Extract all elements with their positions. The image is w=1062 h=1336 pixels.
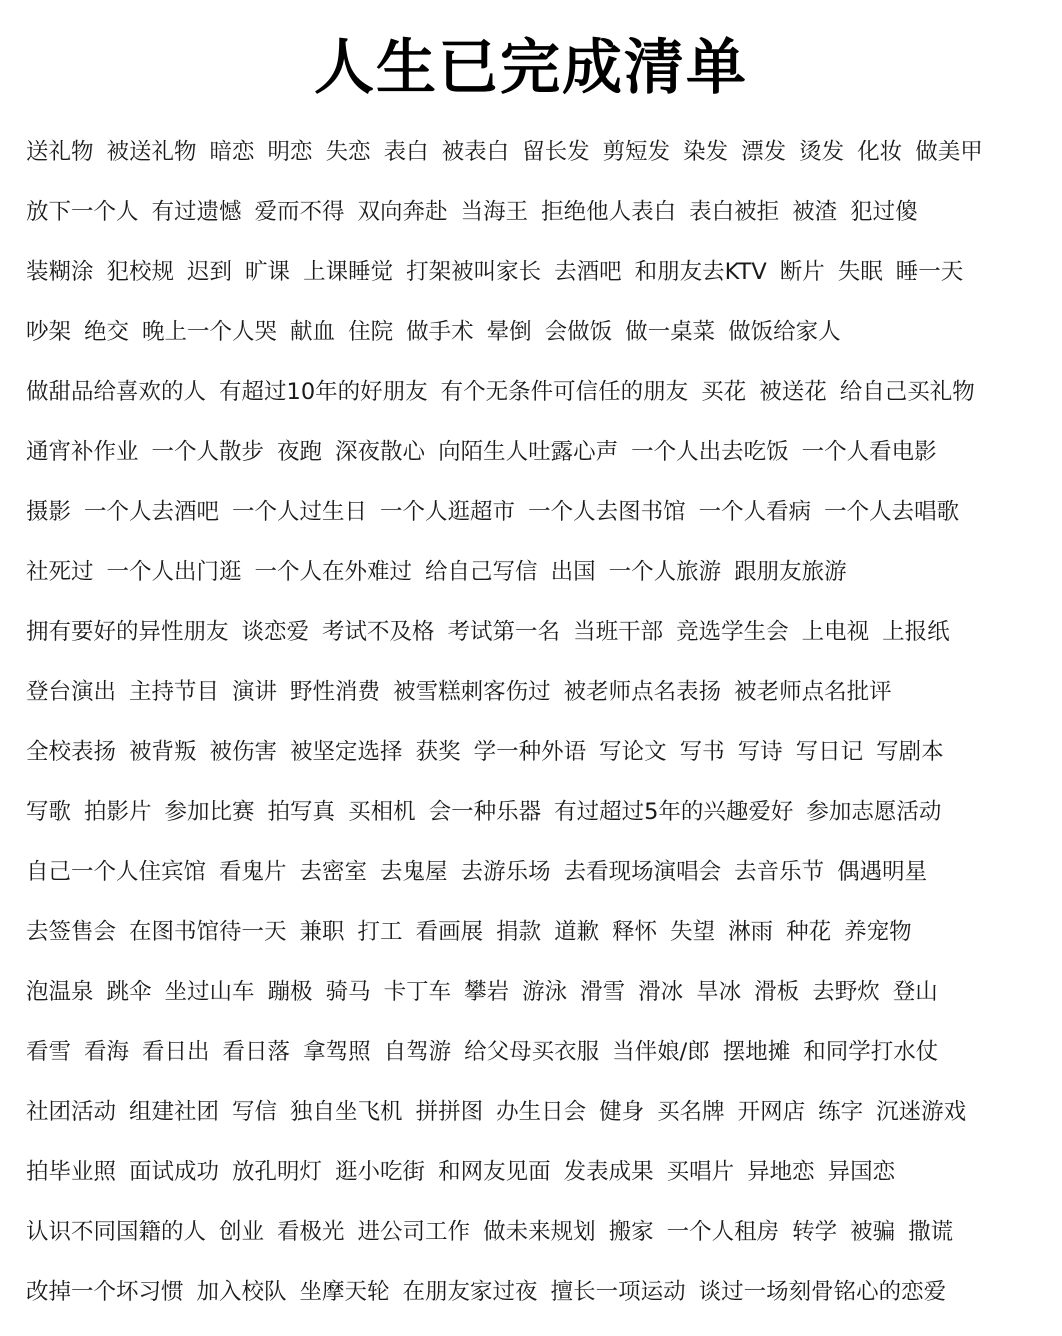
checklist-item: 看日落 (222, 1039, 291, 1065)
checklist-row (26, 856, 1056, 916)
checklist-item: 烫发 (799, 139, 845, 165)
checklist-item: 搬家 (608, 1219, 654, 1245)
checklist-item: 去看现场演唱会 (563, 859, 722, 885)
checklist-item: 做饭给家人 (728, 319, 841, 345)
checklist-item: 上课睡觉 (303, 259, 394, 285)
checklist-item: 异国恋 (827, 1159, 896, 1185)
checklist-item: 养宠物 (844, 919, 912, 945)
checklist-item: 会一种乐器 (428, 799, 542, 825)
checklist-item: 练字 (818, 1099, 864, 1125)
checklist-item: 沉迷游戏 (876, 1099, 967, 1125)
checklist-item: 转学 (792, 1219, 838, 1245)
checklist-item: 做一桌菜 (625, 319, 716, 345)
checklist-item: 健身 (599, 1099, 645, 1125)
checklist-item: 释怀 (612, 919, 658, 945)
checklist-item: 去签售会 (26, 919, 117, 945)
checklist-item: 在朋友家过夜 (402, 1279, 538, 1305)
checklist-item: 通宵补作业 (26, 439, 139, 465)
checklist-item: 道歉 (554, 919, 600, 945)
checklist-item: 写诗 (737, 739, 783, 765)
checklist-row (26, 916, 1056, 976)
checklist-item: 有个无条件可信任的朋友 (440, 379, 689, 405)
checklist-item: 买名牌 (657, 1099, 725, 1125)
checklist-item: 染发 (683, 139, 729, 165)
checklist-item: 夜跑 (277, 439, 323, 465)
checklist-row (26, 496, 1056, 556)
checklist-item: 一个人旅游 (608, 559, 722, 585)
checklist-item: 失望 (670, 919, 716, 945)
checklist-item: 买唱片 (666, 1159, 735, 1185)
checklist-item: 演讲 (232, 679, 278, 705)
checklist-item: 写论文 (599, 739, 667, 765)
checklist-item: 写信 (232, 1099, 278, 1125)
checklist-row (26, 316, 1056, 376)
checklist-item: 买花 (701, 379, 747, 405)
checklist-item: 社团活动 (26, 1099, 117, 1125)
checklist-item: 一个人出门逛 (106, 559, 242, 585)
checklist-item: 泡温泉 (26, 979, 94, 1005)
checklist-row (26, 616, 1056, 676)
checklist-row (26, 1096, 1056, 1156)
checklist-item: 打架被叫家长 (406, 259, 542, 285)
checklist-item: 开网店 (737, 1099, 806, 1125)
checklist-item: 参加志愿活动 (806, 799, 942, 825)
checklist-item: 谈过一场刻骨铭心的恋爱 (698, 1279, 947, 1305)
checklist-item: 给自己买礼物 (839, 379, 975, 405)
checklist-item: 逛小吃街 (335, 1159, 426, 1185)
checklist-item: 犯过傻 (850, 199, 918, 225)
checklist-item: 学一种外语 (473, 739, 587, 765)
checklist (26, 136, 1056, 1336)
checklist-item: 一个人看电影 (801, 439, 937, 465)
checklist-item: 拒绝他人表白 (541, 199, 677, 225)
checklist-row (26, 976, 1056, 1036)
checklist-item: 看日出 (142, 1039, 210, 1065)
checklist-row (26, 796, 1056, 856)
checklist-item: 和同学打水仗 (803, 1039, 939, 1065)
checklist-item: 考试不及格 (322, 619, 435, 645)
checklist-item: 上电视 (801, 619, 870, 645)
checklist-item: 进公司工作 (357, 1219, 471, 1245)
checklist-item: 发表成果 (563, 1159, 654, 1185)
checklist-item: 一个人租房 (666, 1219, 780, 1245)
checklist-item: 深夜散心 (335, 439, 426, 465)
checklist-item: 去密室 (299, 859, 368, 885)
checklist-item: 登山 (892, 979, 938, 1005)
checklist-item: 全校表扬 (26, 739, 117, 765)
checklist-item: 迟到 (187, 259, 233, 285)
checklist-item: 出国 (550, 559, 596, 585)
checklist-item: 蹦极 (267, 979, 313, 1005)
checklist-item: 被老师点名批评 (734, 679, 892, 705)
checklist-item: 做美甲 (915, 139, 983, 165)
checklist-item: 表白 (383, 139, 429, 165)
checklist-item: 去鬼屋 (380, 859, 448, 885)
checklist-item: 被老师点名表扬 (563, 679, 722, 705)
checklist-item: 异地恋 (747, 1159, 815, 1185)
checklist-item: 被伤害 (209, 739, 278, 765)
checklist-item: 被渣 (792, 199, 838, 225)
checklist-item: 装糊涂 (26, 259, 94, 285)
checklist-item: 骑马 (325, 979, 371, 1005)
checklist-item: 留长发 (522, 139, 590, 165)
checklist-item: 爱而不得 (254, 199, 345, 225)
checklist-item: 放孔明灯 (232, 1159, 323, 1185)
checklist-item: 组建社团 (129, 1099, 220, 1125)
checklist-item: 一个人过生日 (232, 499, 368, 525)
checklist-item: 一个人出去吃饭 (631, 439, 789, 465)
checklist-item: 看极光 (277, 1219, 345, 1245)
checklist-item: 被表白 (441, 139, 510, 165)
checklist-item: 晚上一个人哭 (142, 319, 278, 345)
checklist-item: 断片 (779, 259, 825, 285)
checklist-item: 自驾游 (383, 1039, 452, 1065)
checklist-item: 创业 (219, 1219, 265, 1245)
checklist-item: 被背叛 (129, 739, 197, 765)
checklist-item: 去游乐场 (460, 859, 551, 885)
checklist-item: 改掉一个坏习惯 (26, 1279, 184, 1305)
checklist-item: 给父母买衣服 (464, 1039, 600, 1065)
checklist-item: 看雪 (26, 1039, 72, 1065)
checklist-item: 跳伞 (106, 979, 152, 1005)
checklist-item: 坐摩天轮 (299, 1279, 390, 1305)
checklist-item: 一个人逛超市 (380, 499, 516, 525)
checklist-item: 在图书馆待一天 (129, 919, 287, 945)
checklist-item: 淋雨 (728, 919, 774, 945)
checklist-item: 当班干部 (573, 619, 664, 645)
checklist-item: 一个人看病 (698, 499, 812, 525)
checklist-item: 和网友见面 (438, 1159, 551, 1185)
checklist-item: 有超过10年的好朋友 (219, 379, 428, 405)
checklist-item: 做手术 (406, 319, 474, 345)
checklist-item: 拍影片 (84, 799, 152, 825)
checklist-item: 晕倒 (486, 319, 532, 345)
checklist-item: 失恋 (325, 139, 371, 165)
checklist-item: 去野炊 (812, 979, 880, 1005)
checklist-row (26, 556, 1056, 616)
checklist-item: 明恋 (267, 139, 313, 165)
checklist-item: 谈恋爱 (241, 619, 310, 645)
checklist-item: 睡一天 (895, 259, 964, 285)
checklist-item: 擅长一项运动 (550, 1279, 686, 1305)
checklist-item: 滑雪 (580, 979, 626, 1005)
checklist-item: 拍毕业照 (26, 1159, 117, 1185)
checklist-item: 攀岩 (464, 979, 510, 1005)
checklist-item: 一个人散步 (151, 439, 265, 465)
checklist-item: 去酒吧 (554, 259, 622, 285)
checklist-item: 失眠 (837, 259, 883, 285)
checklist-item: 暗恋 (209, 139, 255, 165)
checklist-item: 认识不同国籍的人 (26, 1219, 207, 1245)
checklist-item: 摆地摊 (722, 1039, 791, 1065)
checklist-item: 看海 (84, 1039, 130, 1065)
checklist-item: 一个人去图书馆 (528, 499, 686, 525)
checklist-item: 被送花 (759, 379, 827, 405)
checklist-row (26, 736, 1056, 796)
checklist-item: 上报纸 (882, 619, 950, 645)
checklist-item: 考试第一名 (447, 619, 561, 645)
checklist-item: 面试成功 (129, 1159, 220, 1185)
checklist-item: 当伴娘/郎 (612, 1039, 710, 1065)
checklist-item: 去音乐节 (734, 859, 825, 885)
checklist-item: 兼职 (299, 919, 345, 945)
checklist-item: 卡丁车 (383, 979, 452, 1005)
checklist-item: 做未来规划 (483, 1219, 596, 1245)
checklist-item: 写书 (679, 739, 725, 765)
checklist-item: 看画展 (415, 919, 484, 945)
checklist-item: 当海王 (460, 199, 529, 225)
checklist-row (26, 136, 1056, 196)
checklist-item: 做甜品给喜欢的人 (26, 379, 207, 405)
checklist-item: 写日记 (795, 739, 864, 765)
checklist-item: 竞选学生会 (676, 619, 789, 645)
checklist-item: 拥有要好的异性朋友 (26, 619, 229, 645)
checklist-item: 种花 (786, 919, 832, 945)
checklist-item: 漂发 (741, 139, 787, 165)
checklist-row (26, 436, 1056, 496)
checklist-item: 写歌 (26, 799, 72, 825)
checklist-item: 表白被拒 (689, 199, 780, 225)
checklist-item: 旱冰 (696, 979, 742, 1005)
checklist-item: 被送礼物 (106, 139, 197, 165)
checklist-row (26, 1216, 1056, 1276)
checklist-row (26, 676, 1056, 736)
checklist-row (26, 376, 1056, 436)
checklist-item: 野性消费 (290, 679, 381, 705)
checklist-item: 参加比赛 (164, 799, 255, 825)
checklist-item: 获奖 (415, 739, 461, 765)
checklist-row (26, 256, 1056, 316)
checklist-item: 自己一个人住宾馆 (26, 859, 207, 885)
checklist-item: 打工 (357, 919, 403, 945)
checklist-item: 滑板 (754, 979, 800, 1005)
checklist-item: 放下一个人 (26, 199, 139, 225)
checklist-item: 撒谎 (908, 1219, 954, 1245)
checklist-item: 买相机 (348, 799, 416, 825)
checklist-item: 有过遗憾 (151, 199, 242, 225)
checklist-item: 献血 (290, 319, 336, 345)
checklist-item: 独自坐飞机 (290, 1099, 403, 1125)
checklist-item: 拼拼图 (415, 1099, 484, 1125)
checklist-item: 给自己写信 (425, 559, 538, 585)
checklist-item: 一个人去唱歌 (824, 499, 960, 525)
checklist-item: 有过超过5年的兴趣爱好 (554, 799, 794, 825)
checklist-item: 旷课 (245, 259, 291, 285)
checklist-item: 化妆 (857, 139, 903, 165)
checklist-item: 双向奔赴 (357, 199, 448, 225)
checklist-item: 一个人去酒吧 (84, 499, 220, 525)
checklist-row (26, 1156, 1056, 1216)
checklist-item: 绝交 (84, 319, 130, 345)
checklist-row (26, 196, 1056, 256)
checklist-item: 登台演出 (26, 679, 117, 705)
checklist-item: 拍写真 (267, 799, 336, 825)
checklist-item: 游泳 (522, 979, 568, 1005)
checklist-item: 摄影 (26, 499, 72, 525)
checklist-item: 住院 (348, 319, 394, 345)
checklist-item: 滑冰 (638, 979, 684, 1005)
checklist-item: 加入校队 (196, 1279, 287, 1305)
checklist-item: 捐款 (496, 919, 542, 945)
checklist-item: 会做饭 (544, 319, 613, 345)
checklist-item: 和朋友去KTV (634, 259, 767, 285)
checklist-item: 坐过山车 (164, 979, 255, 1005)
checklist-item: 社死过 (26, 559, 94, 585)
checklist-item: 送礼物 (26, 139, 94, 165)
checklist-item: 被坚定选择 (290, 739, 403, 765)
checklist-item: 办生日会 (496, 1099, 587, 1125)
checklist-item: 偶遇明星 (837, 859, 928, 885)
checklist-item: 吵架 (26, 319, 72, 345)
checklist-item: 被雪糕刺客伤过 (393, 679, 551, 705)
checklist-item: 看鬼片 (219, 859, 287, 885)
checklist-item: 拿驾照 (303, 1039, 371, 1065)
checklist-row (26, 1276, 1056, 1336)
page-title: 人生已完成清单 (314, 33, 748, 103)
checklist-row (26, 1036, 1056, 1096)
checklist-item: 跟朋友旅游 (734, 559, 847, 585)
checklist-item: 剪短发 (602, 139, 671, 165)
checklist-item: 写剧本 (876, 739, 944, 765)
checklist-item: 一个人在外难过 (254, 559, 413, 585)
checklist-item: 向陌生人吐露心声 (438, 439, 619, 465)
checklist-item: 被骗 (850, 1219, 896, 1245)
checklist-item: 犯校规 (106, 259, 175, 285)
checklist-item: 主持节目 (129, 679, 220, 705)
